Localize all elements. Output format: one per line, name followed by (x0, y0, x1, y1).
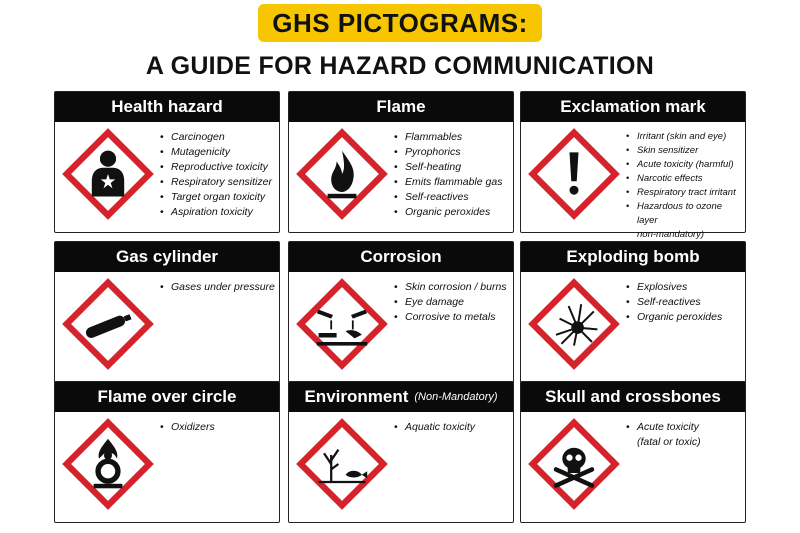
pictogram-grid (54, 91, 746, 521)
card-title: Environment (304, 387, 409, 406)
list-item: • Respiratory sensitizer (159, 175, 279, 190)
title-wrap (0, 4, 800, 42)
list-item: • Skin corrosion / burns (393, 280, 513, 295)
flame-icon (297, 129, 387, 219)
list-item: • Acute toxicity (625, 420, 745, 435)
card-title: Flame over circle (97, 387, 237, 406)
list-item: • Self-reactives (625, 295, 745, 310)
hazard-list (393, 420, 513, 435)
list-item: • Respiratory tract irritant (625, 186, 745, 200)
list-item: • Aspiration toxicity (159, 205, 279, 220)
hazard-list (159, 130, 279, 220)
card-header (55, 242, 279, 272)
environment-icon (297, 419, 387, 509)
list-item: • Gases under pressure (159, 280, 279, 295)
list-item: • Flammables (393, 130, 513, 145)
hazard-list (393, 130, 513, 220)
card-title: Gas cylinder (115, 247, 219, 266)
page-title: GHS PICTOGRAMS: (258, 4, 541, 42)
list-item: • Reproductive toxicity (159, 160, 279, 175)
card-title: Skull and crossbones (545, 387, 721, 406)
exploding-bomb-icon (529, 279, 619, 369)
card-header (55, 382, 279, 412)
list-item: • Narcotic effects (625, 172, 745, 186)
list-item: • Hazardous to ozone layer (625, 200, 745, 228)
hazard-list (625, 420, 745, 450)
card-header (521, 382, 745, 412)
card-flame (288, 91, 514, 233)
card-header (55, 92, 279, 122)
card-corrosion (288, 241, 514, 383)
list-item: • Mutagenicity (159, 145, 279, 160)
list-item: • Acute toxicity (harmful) (625, 158, 745, 172)
card-title: Exploding bomb (566, 247, 700, 266)
hazard-list (393, 280, 513, 325)
list-item: • Irritant (skin and eye) (625, 130, 745, 144)
card-skull-and-crossbones (520, 381, 746, 523)
list-item: non-mandatory) (637, 229, 705, 240)
exclamation-mark-icon (529, 129, 619, 219)
hazard-list (159, 420, 279, 435)
card-exclamation-mark (520, 91, 746, 240)
page-subtitle: A GUIDE FOR HAZARD COMMUNICATION (145, 52, 655, 80)
gas-cylinder-icon (63, 279, 153, 369)
card-title: Corrosion (360, 247, 442, 266)
card-header (521, 92, 745, 122)
card-title: Exclamation mark (560, 97, 706, 116)
list-item: • Emits flammable gas (393, 175, 513, 190)
hazard-list (159, 280, 279, 295)
card-header (289, 382, 513, 412)
card-flame-over-circle (54, 381, 280, 523)
card-gas-cylinder (54, 241, 280, 383)
card-title: Health hazard (111, 97, 223, 116)
list-item: • Skin sensitizer (625, 144, 745, 158)
list-item: • Target organ toxicity (159, 190, 279, 205)
flame-over-circle-icon (63, 419, 153, 509)
skull-and-crossbones-icon (529, 419, 619, 509)
card-exploding-bomb (520, 241, 746, 383)
card-header (521, 242, 745, 272)
card-health-hazard (54, 91, 280, 233)
list-item: • Carcinogen (159, 130, 279, 145)
card-note: (Non-Mandatory) (414, 391, 498, 403)
card-header (289, 92, 513, 122)
health-hazard-icon (63, 129, 153, 219)
list-item: • Organic peroxides (393, 205, 513, 220)
list-item: • Organic peroxides (625, 310, 745, 325)
list-item: • Explosives (625, 280, 745, 295)
list-item: • Eye damage (393, 295, 513, 310)
list-item: • Self-heating (393, 160, 513, 175)
card-environment (288, 381, 514, 523)
list-item: • Corrosive to metals (393, 310, 513, 325)
list-item: • Oxidizers (159, 420, 279, 435)
hazard-list (625, 130, 745, 242)
corrosion-icon (297, 279, 387, 369)
card-title: Flame (376, 97, 426, 116)
card-header (289, 242, 513, 272)
list-item: • Aquatic toxicity (393, 420, 513, 435)
list-item: • Self-reactives (393, 190, 513, 205)
hazard-list (625, 280, 745, 325)
list-item: • Pyrophorics (393, 145, 513, 160)
list-item: (fatal or toxic) (637, 436, 701, 448)
